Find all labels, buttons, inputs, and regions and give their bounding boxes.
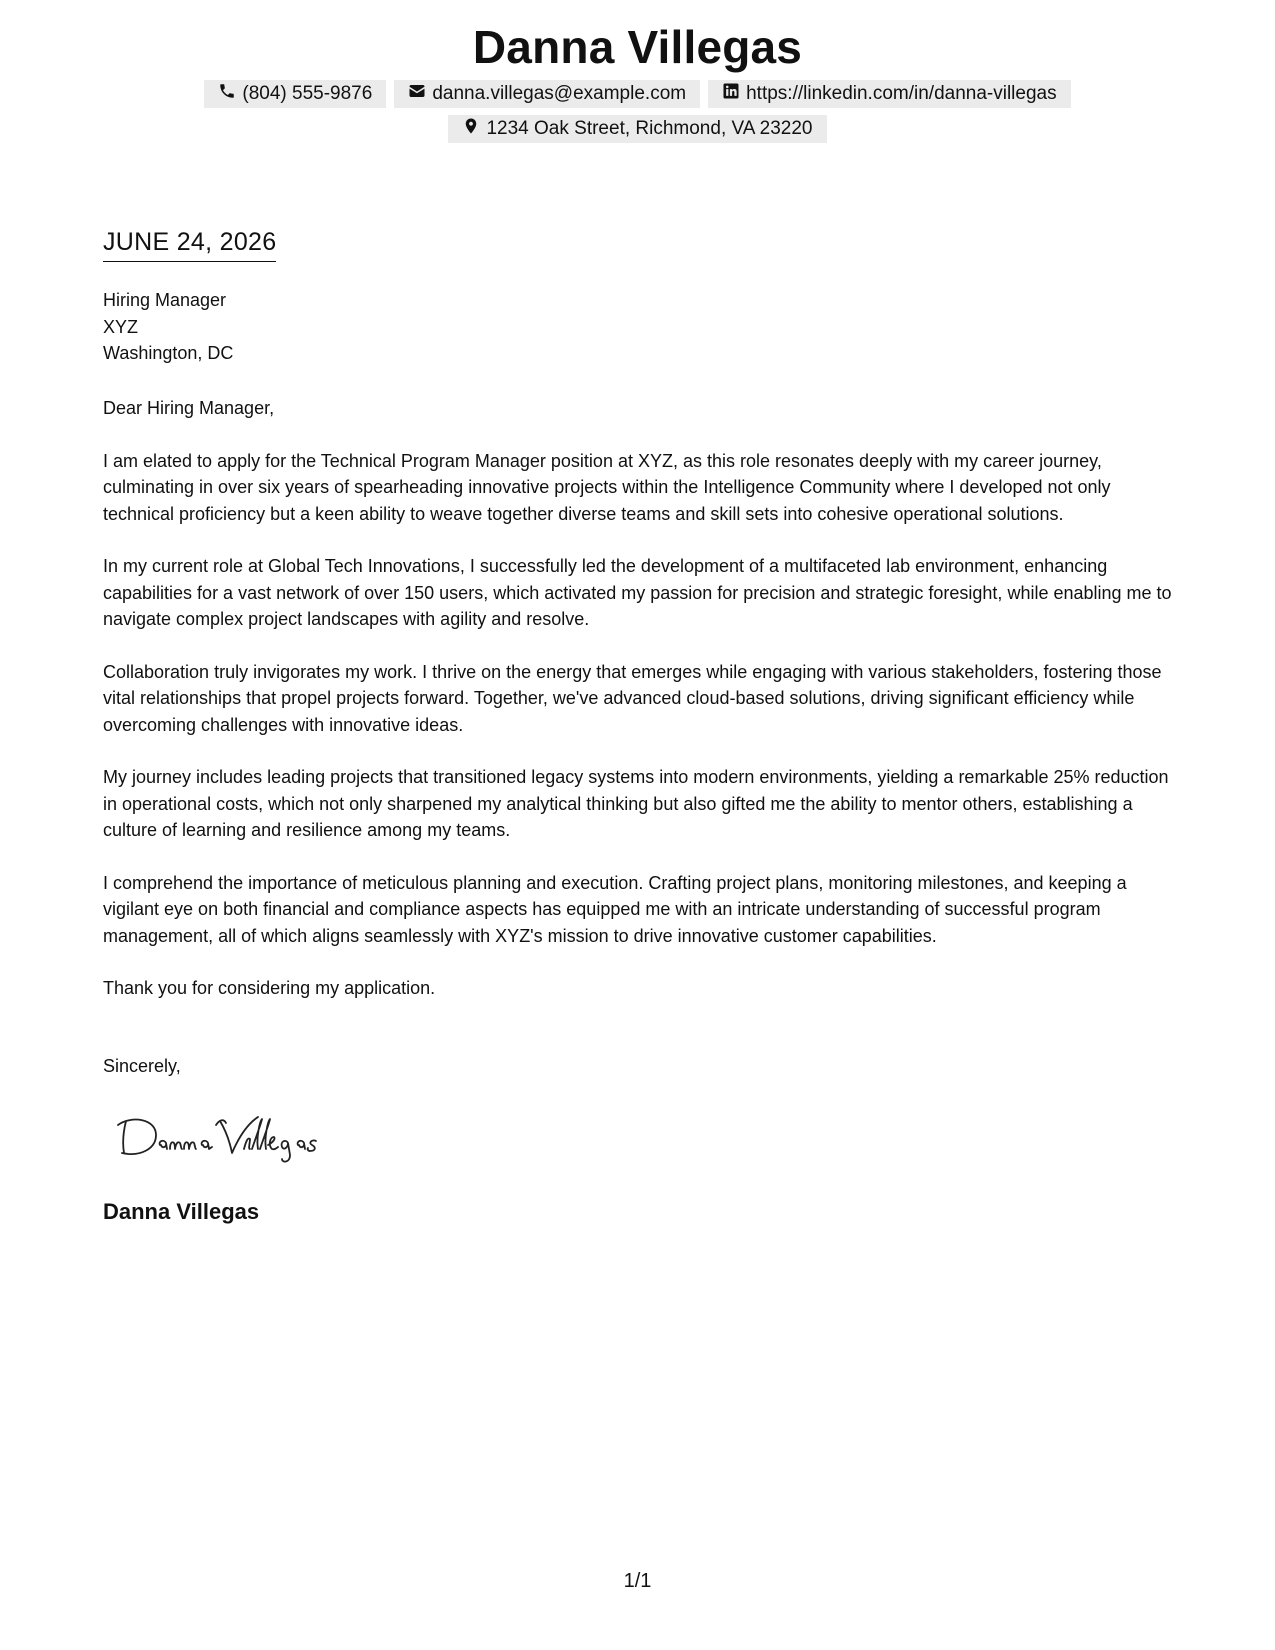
address-text: 1234 Oak Street, Richmond, VA 23220 bbox=[486, 118, 813, 139]
letter-date: JUNE 24, 2026 bbox=[103, 228, 276, 262]
closing-line: Sincerely, bbox=[103, 1056, 181, 1076]
signer-name: Danna Villegas bbox=[103, 1199, 260, 1224]
recipient-title: Hiring Manager bbox=[103, 290, 227, 310]
envelope-icon bbox=[408, 82, 426, 106]
linkedin-icon bbox=[722, 82, 740, 106]
recipient-location: Washington, DC bbox=[103, 343, 234, 363]
phone-icon bbox=[218, 82, 236, 106]
recipient-company: XYZ bbox=[103, 316, 139, 337]
letter-body bbox=[103, 395, 1178, 1028]
page-number: 1/1 bbox=[623, 1570, 652, 1592]
phone-chip bbox=[204, 80, 386, 108]
recipient-block bbox=[103, 287, 233, 367]
body-paragraph: Collaboration truly invigorates my work. I thrive on the energy that emerges while engaging with various stakeholders, fostering those vital relationships that propel projects forward. Together, we've advanced cloud-based solutions, driving significant efficiency while overcoming challenges with innovative ideas. bbox=[103, 661, 1162, 735]
handwritten-signature bbox=[112, 1107, 352, 1167]
linkedin-chip bbox=[708, 80, 1071, 108]
body-paragraph: In my current role at Global Tech Innovations, I successfully led the development of a multifaceted lab environment, enhancing capabilities for a vast network of over 150 users, which activated my passion for precision and strategic foresight, while enabling me to navigate complex project landscapes with agility and resolve. bbox=[103, 556, 1172, 629]
thanks-line: Thank you for considering my application. bbox=[103, 978, 436, 998]
address-chip bbox=[448, 115, 826, 143]
contact-row-primary bbox=[0, 80, 1275, 108]
body-paragraph: My journey includes leading projects that transitioned legacy systems into modern environments, yielding a remarkable 25% reduction in operational costs, which not only sharpened my analytical thinking but also gifted me the ability to mentor others, establishing a culture of learning and resilience among my teams. bbox=[103, 767, 1169, 840]
body-paragraph: I am elated to apply for the Technical Program Manager position at XYZ, as this role resonates deeply with my career journey, culminating in over six years of spearheading innovative projects within the Intelligence Community where I developed not only technical proficiency but a keen ability to weave together diverse teams and skill sets into cohesive operational solutions. bbox=[103, 450, 1111, 524]
email-text: danna.villegas@example.com bbox=[432, 83, 687, 104]
email-chip bbox=[394, 80, 700, 108]
phone-text: (804) 555-9876 bbox=[242, 83, 373, 104]
contact-row-secondary bbox=[0, 115, 1275, 143]
salutation: Dear Hiring Manager, bbox=[103, 398, 275, 418]
linkedin-link[interactable]: https://linkedin.com/in/danna-villegas bbox=[746, 83, 1057, 104]
applicant-name: Danna Villegas bbox=[472, 21, 803, 73]
map-marker-icon bbox=[462, 117, 480, 141]
body-paragraph: I comprehend the importance of meticulous planning and execution. Crafting project plans, monitoring milestones, and keeping a vigilant eye on both financial and compliance aspects has equipped me with an intricate understanding of successful program management, all of which aligns seamlessly with XYZ's mission to drive innovative customer capabilities. bbox=[103, 872, 1127, 946]
